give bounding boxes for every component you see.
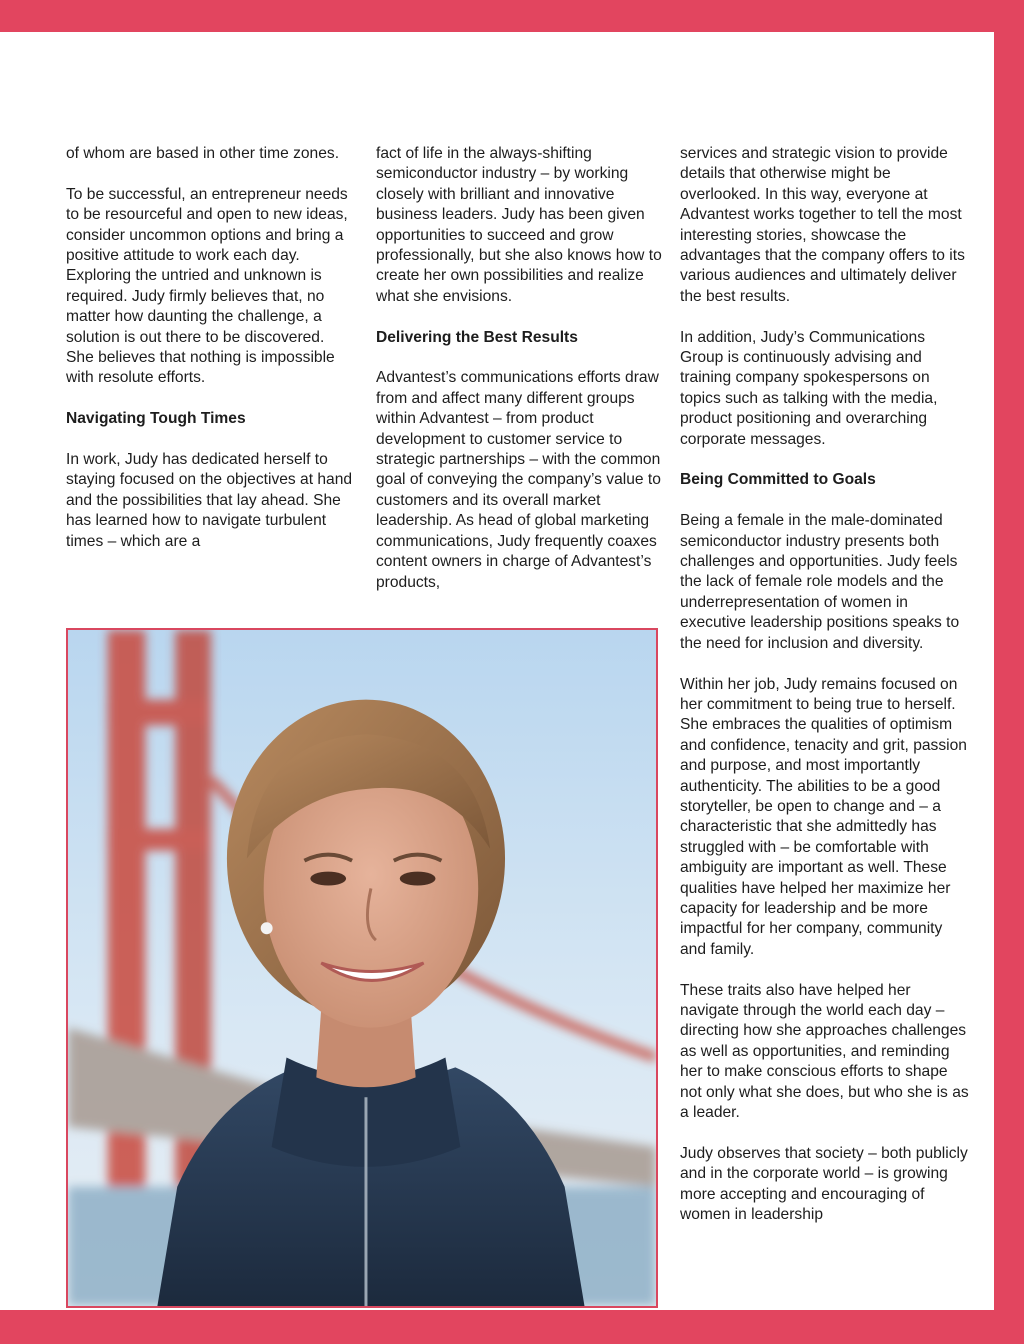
paragraph: Judy observes that society – both publicly and in the corporate world – is growing more accepting and encouraging of women in leadership <box>680 1144 968 1224</box>
section-heading-delivering-best-results: Delivering the Best Results <box>376 328 578 346</box>
paragraph: In addition, Judy’s Communications Group is continuously advising and training company spokespersons on topics such as talking with the media, product positioning and overarching corporate messages. <box>680 328 938 448</box>
portrait-photo <box>66 628 658 1308</box>
paragraph: These traits also have helped her navigate through the world each day – directing how she approaches challenges as well as opportunities, and reminding her to make conscious efforts to shape not only what she does, but who she is as a leader. <box>680 981 969 1122</box>
paragraph: fact of life in the always-shifting semiconductor industry – by working closely with brilliant and innovative business leaders. Judy has been given opportunities to succeed and grow professionally, but she also knows how to create her own possibilities and realize what she envisions. <box>376 145 662 305</box>
paragraph: Within her job, Judy remains focused on her commitment to being true to herself. She embraces the qualities of optimism and confidence, tenacity and grit, passion and purpose, and most importantly authenticity. The abilities to be a good storyteller, be open to change and – a characteristic that she admittedly has struggled with – be comfortable with ambiguity are important as well. These qualities have helped her maximize her capacity for leadership and be more impactful for her company, community and family. <box>680 675 967 958</box>
portrait-illustration <box>68 630 656 1306</box>
paragraph: To be successful, an entrepreneur needs to be resourceful and open to new ideas, consider uncommon options and bring a positive attitude to work each day. Exploring the untried and unknown is required. Judy firmly believes that, no matter how daunting the challenge, a solution is out there to be discovered. She believes that nothing is impossible with resolute efforts. <box>66 185 348 387</box>
paragraph: services and strategic vision to provide details that otherwise might be overlooked. In this way, everyone at Advantest works together to tell the most interesting stories, showcase the advantages that the company offers to its various audiences and ultimately deliver the best results. <box>680 145 965 305</box>
text-column-2 <box>376 144 666 593</box>
section-heading-navigating-tough-times: Navigating Tough Times <box>66 410 246 428</box>
paragraph: Being a female in the male-dominated semiconductor industry presents both challenges and opportunities. Judy feels the lack of female role models and the underrepresentation of women in executive leadership positions speaks to the need for inclusion and diversity. <box>680 512 960 652</box>
paragraph: In work, Judy has dedicated herself to staying focused on the objectives at hand and the possibilities that lay ahead. She has learned how to navigate turbulent times – which are a <box>66 451 353 550</box>
magazine-page <box>0 32 994 1310</box>
paragraph: of whom are based in other time zones. <box>66 145 340 162</box>
text-column-3 <box>680 144 970 1225</box>
paragraph: Advantest’s communications efforts draw from and affect many different groups within Advantest – from product development to customer service to strategic partnerships – with the common goal of conveying the company’s value to customers and its overall market leadership. As head of global marketing communications, Judy frequently coaxes content owners in charge of Advantest’s products, <box>376 369 661 591</box>
section-heading-being-committed-to-goals: Being Committed to Goals <box>680 471 876 489</box>
text-column-1 <box>66 144 356 552</box>
